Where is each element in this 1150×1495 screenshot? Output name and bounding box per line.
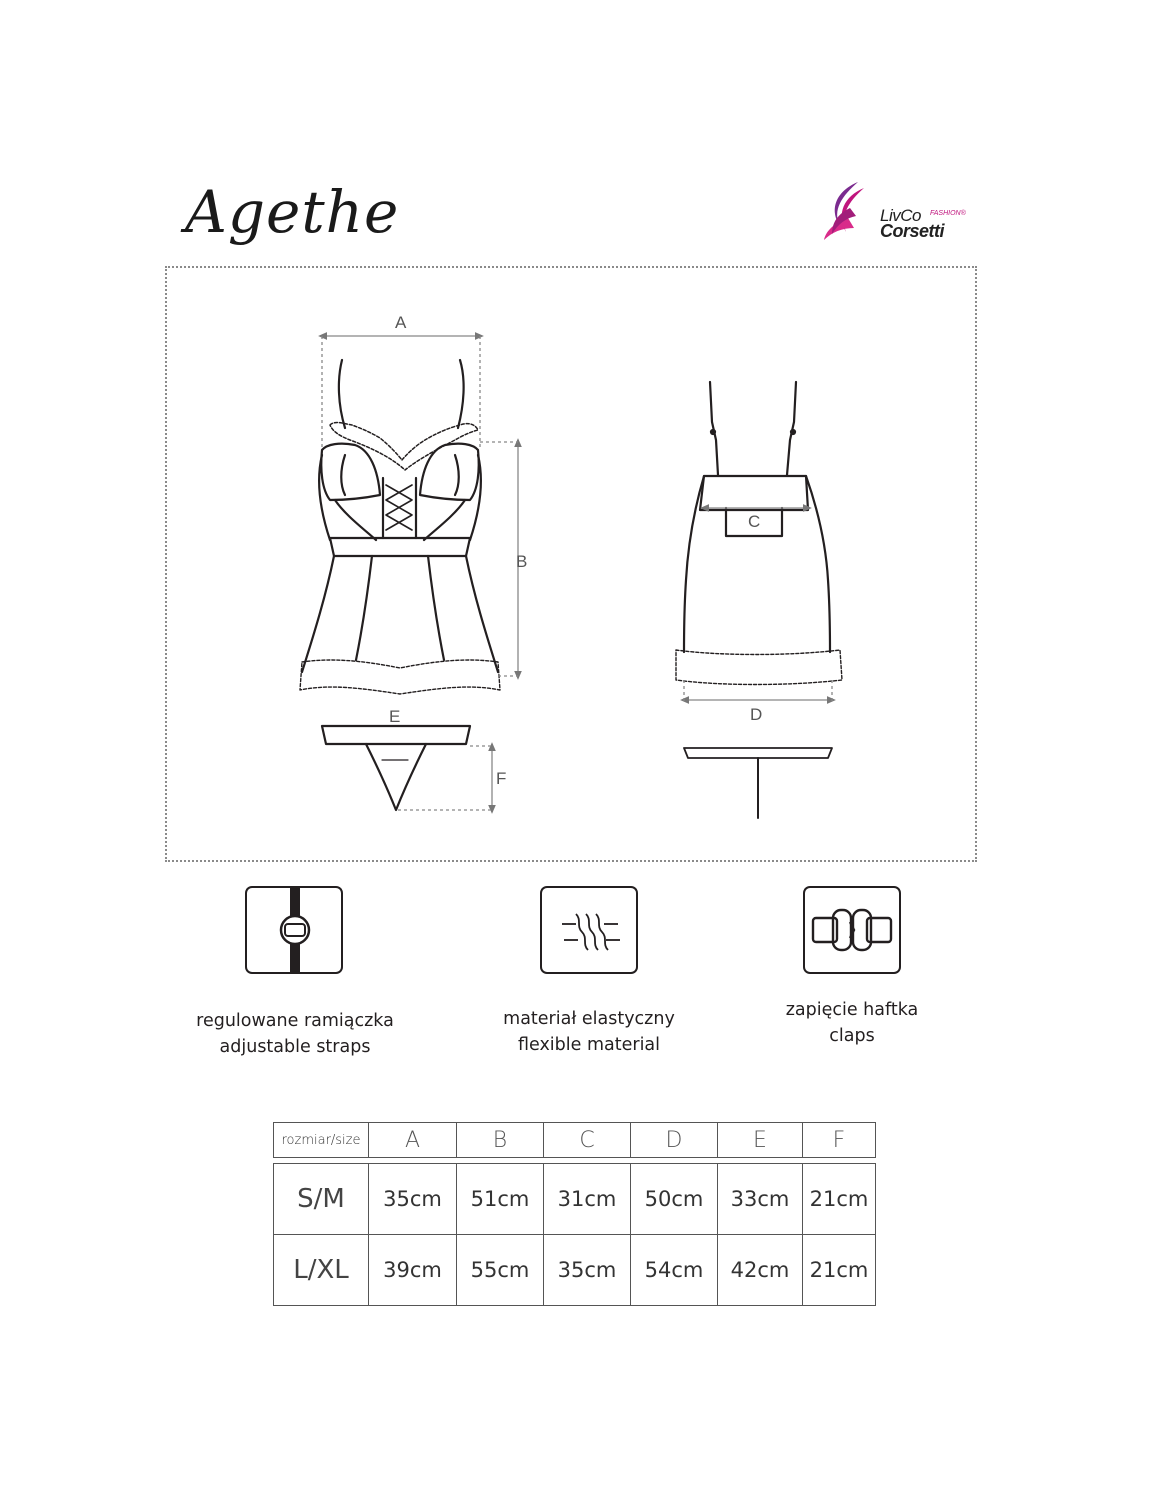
dimension-label-a: A [395,313,407,332]
feature-label-pl: zapięcie haftka [785,1000,919,1020]
brand-name-fashion: FASHION® [930,210,966,217]
table-cell: 35cm [369,1163,457,1235]
table-cell: 42cm [718,1235,803,1306]
table-cell: 55cm [457,1235,544,1306]
size-label: S/M [273,1163,369,1235]
column-header: F [803,1122,876,1158]
column-header: D [631,1122,718,1158]
table-cell: 31cm [544,1163,631,1235]
table-cell: 21cm [803,1163,876,1235]
feature-hook-clasp [702,997,1002,1049]
dimension-label-d: D [750,705,763,724]
table-cell: 50cm [631,1163,718,1235]
size-table-header [273,1122,876,1158]
dimension-label-c: C [748,512,761,531]
table-cell: 39cm [369,1235,457,1306]
table-cell: 35cm [544,1235,631,1306]
dimension-label-e: E [389,707,401,726]
table-cell: 54cm [631,1235,718,1306]
feature-label-en: flexible material [517,1035,661,1055]
hook-clasp-icon [803,886,901,974]
size-table [273,1122,876,1306]
product-title: Agethe [185,178,400,246]
table-cell: 21cm [803,1235,876,1306]
column-header: A [369,1122,457,1158]
size-label: L/XL [273,1235,369,1306]
table-cell: 51cm [457,1163,544,1235]
column-header: E [718,1122,803,1158]
dimension-label-b: B [516,552,528,571]
table-cell: 33cm [718,1163,803,1235]
feature-flexible-material [439,1006,739,1058]
feature-label-en: adjustable straps [219,1037,371,1057]
adjustable-strap-icon [245,886,343,974]
column-header: B [457,1122,544,1158]
size-table-corner: rozmiar/size [273,1122,369,1158]
feature-adjustable-straps [145,1008,445,1060]
table-row [273,1235,876,1306]
feature-label-pl: materiał elastyczny [503,1009,675,1029]
elastic-material-icon [540,886,638,974]
feature-label-pl: regulowane ramiączka [196,1011,394,1031]
brand-name-livco: LivCo [880,206,921,225]
feature-label-en: claps [829,1026,875,1046]
table-row [273,1163,876,1235]
column-header: C [544,1122,631,1158]
dimension-label-f: F [496,769,507,788]
brand-name-corsetti: Corsetti [880,221,945,241]
